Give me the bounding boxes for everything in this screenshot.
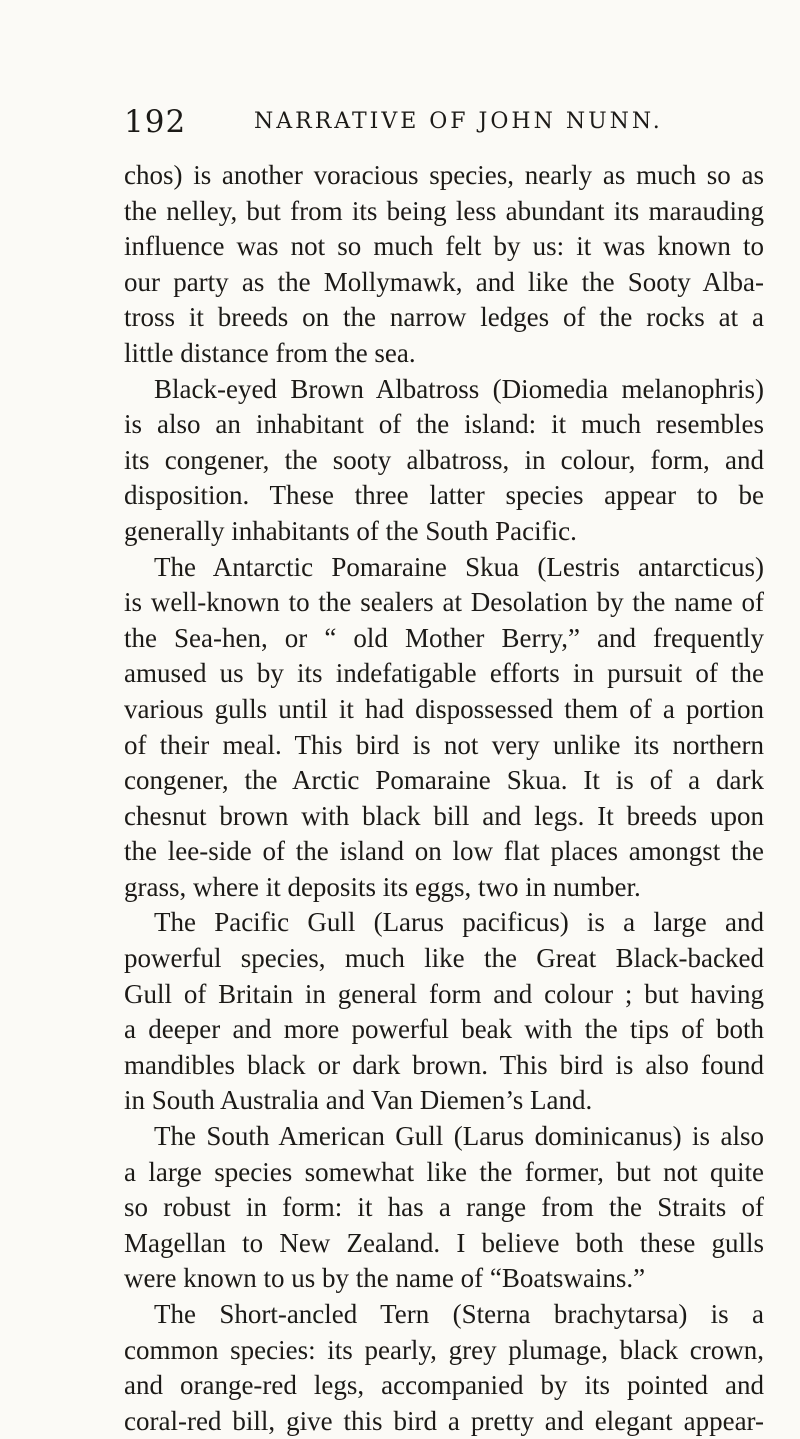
text-line: disposition. These three latter species appear to be [124,480,764,511]
page-number: 192 [124,104,187,140]
text-line: were known to us by the name of “Boatswains.” [124,1263,646,1294]
text-line: and orange-red legs, accompanied by its pointed and [124,1370,764,1401]
text-line: amused us by its indefatigable efforts in pursuit of the [124,658,764,689]
text-line: a deeper and more powerful beak with the tips of both [124,1014,764,1045]
text-line: influence was not so much felt by us: it was known to [124,231,764,262]
body-text [124,158,764,1439]
text-line: The South American Gull (Larus dominicanus) is also [154,1121,764,1152]
text-line: coral-red bill, give this bird a pretty and elegant appear- [124,1405,764,1436]
text-line: congener, the Arctic Pomaraine Skua. It is of a dark [124,765,764,796]
text-line: is also an inhabitant of the island: it much resembles [124,409,764,440]
running-title: NARRATIVE OF JOHN NUNN. [254,109,663,134]
text-line: common species: its pearly, grey plumage, black crown, [124,1334,764,1365]
text-line: the Sea-hen, or “ old Mother Berry,” and frequently [124,622,764,653]
text-line: generally inhabitants of the South Pacific. [124,515,577,546]
text-line: the nelley, but from its being less abundant its marauding [124,195,764,226]
text-line: Magellan to New Zealand. I believe both these gulls [124,1227,764,1258]
running-head [124,102,764,142]
text-line: The Antarctic Pomaraine Skua (Lestris antarcticus) [154,551,764,582]
text-line: tross it breeds on the narrow ledges of the rocks at a [124,302,764,333]
text-line: The Short-ancled Tern (Sterna brachytarsa) is a [154,1299,764,1329]
text-line: powerful species, much like the Great Black-backed [124,943,764,974]
text-line: Gull of Britain in general form and colour ; but having [124,978,764,1009]
text-line: is well-known to the sealers at Desolation by the name of [124,587,764,618]
text-line: Black-eyed Brown Albatross (Diomedia melanophris) [154,373,764,404]
text-line: in South Australia and Van Diemen’s Land. [124,1085,593,1116]
text-line: various gulls until it had dispossessed them of a portion [124,693,764,724]
text-line: little distance from the sea. [124,337,416,368]
text-line: chos) is another voracious species, nearly as much so as [124,160,764,190]
text-line: chesnut brown with black bill and legs. It breeds upon [124,800,764,831]
text-line: its congener, the sooty albatross, in colour, form, and [124,444,764,475]
text-line: mandibles black or dark brown. This bird is also found [124,1049,764,1080]
text-line: so robust in form: it has a range from the Straits of [124,1192,764,1223]
text-line: of their meal. This bird is not very unlike its northern [124,729,764,760]
text-line: The Pacific Gull (Larus pacificus) is a large and [154,907,764,938]
text-line: our party as the Mollymawk, and like the Sooty Alba- [124,266,764,297]
text-line: a large species somewhat like the former, but not quite [124,1156,764,1187]
text-line: grass, where it deposits its eggs, two in number. [124,871,641,902]
text-line: the lee-side of the island on low flat places amongst the [124,836,764,867]
